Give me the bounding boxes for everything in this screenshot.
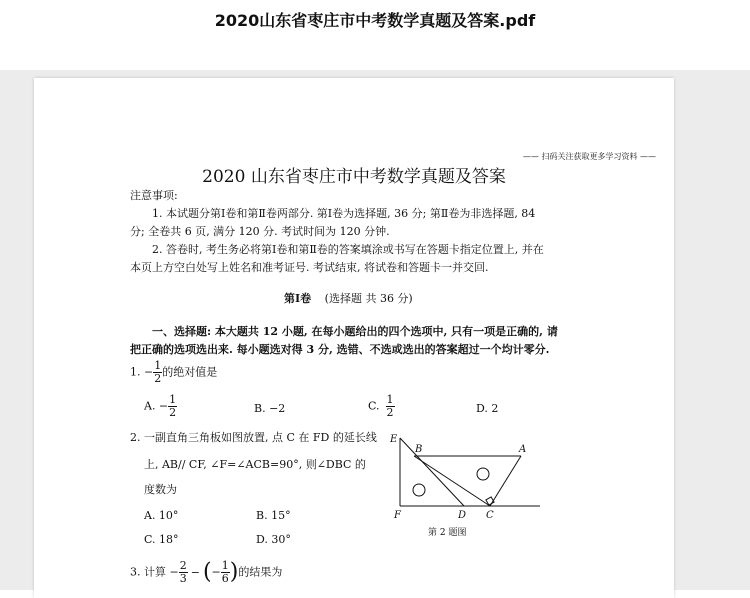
q3-prefix: 3. 计算 − xyxy=(130,565,179,579)
q1-c-fraction xyxy=(386,394,395,419)
q1-a-fraction xyxy=(168,394,177,419)
q2-line2: 上, AB// CF, ∠F=∠ACB=90°, 则∠DBC 的 xyxy=(144,458,366,471)
q1-frac-num: 1 xyxy=(154,359,162,372)
q2-line3: 度数为 xyxy=(144,483,177,496)
pdf-page[interactable] xyxy=(34,78,674,598)
label-b: B xyxy=(415,444,423,455)
q3-mid-minus: − xyxy=(190,565,200,579)
q1-option-c xyxy=(368,394,395,419)
section-title: 第Ⅰ卷 xyxy=(284,292,312,305)
label-d: D xyxy=(458,510,467,521)
part1-instruction-a: 一、选择题: 本大题共 12 小题, 在每小题给出的四个选项中, 只有一项是正确的, 请 xyxy=(152,325,558,338)
q1-stem xyxy=(130,360,217,385)
notice-1a: 1. 本试题分第Ⅰ卷和第Ⅱ卷两部分. 第Ⅰ卷为选择题, 36 分; 第Ⅱ卷为非选择题, 84 xyxy=(152,207,536,220)
circle-left xyxy=(413,484,425,496)
q1-a-den: 2 xyxy=(169,406,177,419)
q2-figure-bottom-labels xyxy=(386,508,556,524)
label-f: F xyxy=(394,510,401,521)
viewer-toolbar xyxy=(0,0,750,70)
q2-figure xyxy=(386,430,556,510)
q2-figure-caption: 第 2 题图 xyxy=(428,528,467,538)
q1-prefix: 1. − xyxy=(130,365,154,379)
q1-fraction xyxy=(153,360,162,385)
section-header xyxy=(284,290,413,308)
label-c: C xyxy=(486,510,494,521)
q2-line1: 2. 一副直角三角板如图放置, 点 C 在 FD 的延长线 xyxy=(130,431,377,444)
q3-fraction-1 xyxy=(179,560,188,585)
q2-option-b: B. 15° xyxy=(256,509,291,522)
exam-heading: 2020 山东省枣庄市中考数学真题及答案 xyxy=(202,167,506,187)
q1-a-prefix: A. − xyxy=(144,399,169,413)
q3-stem xyxy=(130,560,282,585)
segment-ac xyxy=(490,456,521,506)
circle-right xyxy=(477,468,489,480)
document-title: 2020山东省枣庄市中考数学真题及答案.pdf xyxy=(214,11,536,30)
q1-c-prefix: C. xyxy=(368,399,380,413)
notice-title: 注意事项: xyxy=(130,189,178,202)
notice-1b: 分; 全卷共 6 页, 满分 120 分. 考试时间为 120 分钟. xyxy=(130,225,390,238)
q3-n1: 2 xyxy=(179,559,187,572)
q1-option-a xyxy=(144,394,177,419)
q2-option-a: A. 10° xyxy=(144,509,179,522)
q1-c-num: 1 xyxy=(386,393,394,406)
q2-option-c: C. 18° xyxy=(144,533,179,546)
q1-suffix: 的绝对值是 xyxy=(162,365,218,379)
label-a: A xyxy=(519,444,527,455)
section-subtitle: (选择题 共 36 分) xyxy=(324,292,413,305)
q3-open-paren: ( xyxy=(202,559,212,585)
q2-option-d: D. 30° xyxy=(256,533,291,546)
notice-2b: 本页上方空白处写上姓名和准考证号. 考试结束, 将试卷和答题卡一并交回. xyxy=(130,261,489,274)
q3-fraction-2 xyxy=(221,560,230,585)
segment-ed xyxy=(400,438,464,506)
q3-d1: 3 xyxy=(179,572,187,585)
promo-text: —— 扫码关注获取更多学习资料 —— xyxy=(522,152,656,161)
q3-inner-minus: − xyxy=(211,565,221,579)
q3-n2: 1 xyxy=(221,559,229,572)
label-e: E xyxy=(390,434,398,445)
q1-a-num: 1 xyxy=(169,393,177,406)
q3-suffix: 的结果为 xyxy=(238,565,283,579)
part1-instruction-b: 把正确的选项选出来. 每小题选对得 3 分, 选错、不选或选出的答案超过一个均计零分. xyxy=(130,343,550,356)
notice-2a: 2. 答卷时, 考生务必将第Ⅰ卷和第Ⅱ卷的答案填涂或书写在答题卡指定位置上, 并在 xyxy=(152,243,544,256)
q1-frac-den: 2 xyxy=(154,372,162,385)
q3-d2: 6 xyxy=(221,572,229,585)
q1-option-d: D. 2 xyxy=(476,402,499,415)
q3-close-paren: ) xyxy=(229,559,239,585)
q1-option-b: B. −2 xyxy=(254,402,286,415)
q1-c-den: 2 xyxy=(386,406,394,419)
segment-bc xyxy=(414,456,490,506)
